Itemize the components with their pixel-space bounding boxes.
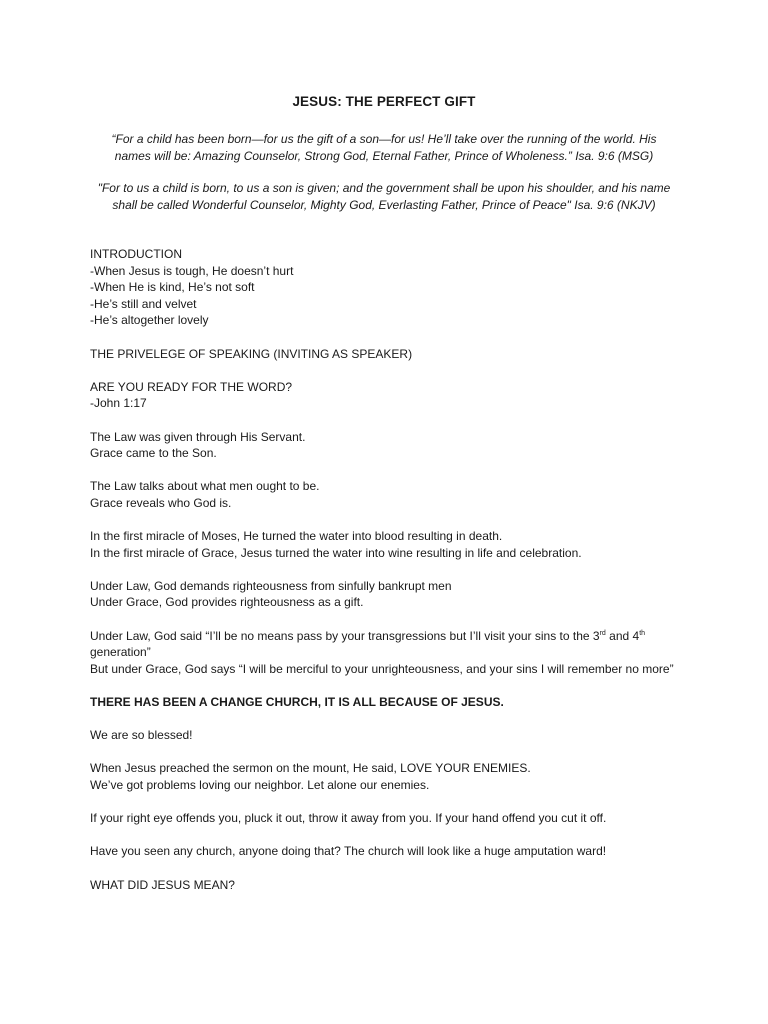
- superscript: rd: [599, 629, 606, 637]
- change-paragraph: [90, 694, 680, 711]
- law-grace-paragraph: [90, 478, 680, 511]
- introduction-line: -He’s still and velvet: [90, 296, 197, 311]
- paragraph-line: We are so blessed!: [90, 728, 193, 743]
- document-title: JESUS: THE PERFECT GIFT: [292, 94, 476, 109]
- paragraph-line: We’ve got problems loving our neighbor. Let alone our enemies.: [90, 778, 430, 792]
- introduction-line: -He’s altogether lovely: [90, 313, 209, 328]
- document-body: [90, 246, 680, 910]
- quote-msg: “For a child has been born—for us the gift of a son—for us! He’ll take over the running of the world. His names will be: Amazing Counselor, Strong God, Eternal Father, Prince of Wholeness.” Isa. 9:6 (MSG): [111, 132, 657, 163]
- paragraph-line: In the first miracle of Grace, Jesus turned the water into wine resulting in life and celebration.: [90, 545, 582, 560]
- paragraph-line: Grace came to the Son.: [90, 446, 217, 461]
- scripture-reference: -John 1:17: [90, 396, 147, 411]
- paragraph-line: Grace reveals who God is.: [90, 495, 232, 510]
- under-law-text: [90, 628, 680, 661]
- right-eye-paragraph: [90, 810, 680, 827]
- text-run: generation”: [90, 645, 151, 660]
- blessed-paragraph: [90, 727, 680, 744]
- law-grace-paragraph: [90, 429, 680, 462]
- under-grace-text: But under Grace, God says “I will be merciful to your unrighteousness, and your sins I will remember no more”: [90, 661, 674, 676]
- change-heading: THERE HAS BEEN A CHANGE CHURCH, IT IS ALL BECAUSE OF JESUS.: [90, 695, 504, 710]
- privilege-paragraph: [90, 346, 680, 363]
- paragraph-line: The Law was given through His Servant.: [90, 429, 306, 444]
- paragraph-line: When Jesus preached the sermon on the mount, He said, LOVE YOUR ENEMIES.: [90, 761, 531, 776]
- superscript: th: [639, 629, 646, 637]
- ready-section: [90, 379, 680, 412]
- introduction-heading: INTRODUCTION: [90, 247, 182, 261]
- introduction-line: -When He is kind, He’s not soft: [90, 280, 255, 295]
- paragraph-line: Under Grace, God provides righteousness as a gift.: [90, 595, 364, 610]
- amputation-paragraph: [90, 843, 680, 860]
- paragraph-line: In the first miracle of Moses, He turned the water into blood resulting in death.: [90, 529, 503, 544]
- question-paragraph: [90, 877, 680, 894]
- paragraph-line: Under Law, God demands righteousness from sinfully bankrupt men: [90, 578, 452, 593]
- introduction-line: -When Jesus is tough, He doesn’t hurt: [90, 263, 294, 278]
- text-run: Under Law, God said “I’ll be no means pass by your transgressions but I’ll visit your sins to the 3: [90, 628, 600, 643]
- paragraph-line: If your right eye offends you, pluck it out, throw it away from you. If your hand offend you cut it off.: [90, 811, 607, 826]
- paragraph-line: Have you seen any church, anyone doing that? The church will look like a huge amputation ward!: [90, 844, 607, 859]
- enemies-paragraph: [90, 760, 680, 793]
- introduction-section: [90, 246, 680, 329]
- paragraph-line: The Law talks about what men ought to be.: [90, 479, 320, 494]
- righteousness-paragraph: [90, 578, 680, 611]
- question-heading: WHAT DID JESUS MEAN?: [90, 877, 235, 892]
- miracles-paragraph: [90, 528, 680, 561]
- quote-nkjv: "For to us a child is born, to us a son is given; and the government shall be upon his shoulder, and his name shall be called Wonderful Counselor, Mighty God, Everlasting Father, Prince of Peace" Isa. 9:6 (NKJV): [97, 181, 671, 212]
- ready-heading: ARE YOU READY FOR THE WORD?: [90, 379, 293, 394]
- privilege-heading: THE PRIVELEGE OF SPEAKING (INVITING AS SPEAKER): [90, 346, 413, 361]
- text-run: and 4: [605, 628, 640, 643]
- law-vs-grace-paragraph: [90, 628, 680, 678]
